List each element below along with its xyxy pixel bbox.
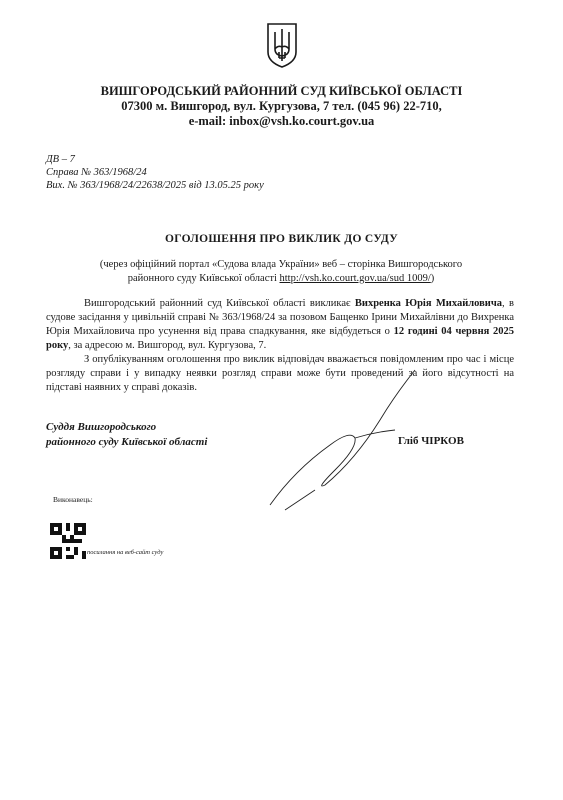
court-website-link[interactable]: http://vsh.ko.court.gov.ua/sud 1009/: [279, 273, 431, 284]
court-name: ВИШГОРОДСЬКИЙ РАЙОННИЙ СУД КИЇВСЬКОЇ ОБЛАСТІ: [100, 84, 463, 98]
judge-title: [46, 420, 207, 450]
hearing-datetime: 12 годині 04 червня 2025 року: [46, 326, 514, 351]
consequence-paragraph: З опублікуванням оголошення про виклик відповідач вважається повідомленим про час і місце розгляду справи і у випадку неявки розгляд справи може бути проведений за його відсутності на підставі наявних у справі доказів.: [46, 354, 514, 393]
case-number: Справа № 363/1968/24: [46, 167, 147, 178]
court-address: 07300 м. Вишгород, вул. Кургузова, 7 тел. (045 96) 22-710,: [121, 99, 442, 113]
judge-title-line1: Суддя Вишгородського: [46, 421, 157, 433]
publication-text: (через офіційний портал «Судова влада України» веб – сторінка Вишгородського районного суду Київської області: [99, 259, 463, 284]
document-title: ОГОЛОШЕННЯ ПРО ВИКЛИК ДО СУДУ: [165, 233, 398, 245]
document-code: ДВ – 7: [46, 154, 75, 165]
summons-text-a: Вишгородський районний суд Київської області викликає: [84, 298, 355, 309]
court-email: e-mail: inbox@vsh.ko.court.gov.ua: [188, 114, 375, 128]
defendant-name: Вихренка Юрія Михайловича: [354, 298, 503, 309]
judge-name: Гліб ЧІРКОВ: [398, 435, 464, 447]
outgoing-number: Вих. № 363/1968/24/22638/2025 від 13.05.25 року: [46, 180, 264, 191]
qr-code-icon[interactable]: [50, 523, 86, 559]
publication-note: [76, 258, 486, 286]
summons-paragraph: [46, 297, 514, 353]
summons-text-c: , за адресою м. Вишгород, вул. Кургузова, 7.: [68, 340, 267, 351]
qr-note: посилання на веб-сайт суду: [87, 549, 164, 556]
executor-label: Виконавець:: [53, 495, 93, 504]
publication-close: ): [430, 273, 435, 284]
coat-of-arms-icon: [266, 22, 298, 68]
judge-title-line2: районного суду Київської області: [46, 436, 208, 448]
summons-text-b: , в судове засідання у цивільній справі № 363/1968/24 за позовом Бащенко Ірини Михайлівни до Вихренка Юрія Михайловича про усунення від права спадкування, яке відбудеться о: [46, 298, 514, 337]
